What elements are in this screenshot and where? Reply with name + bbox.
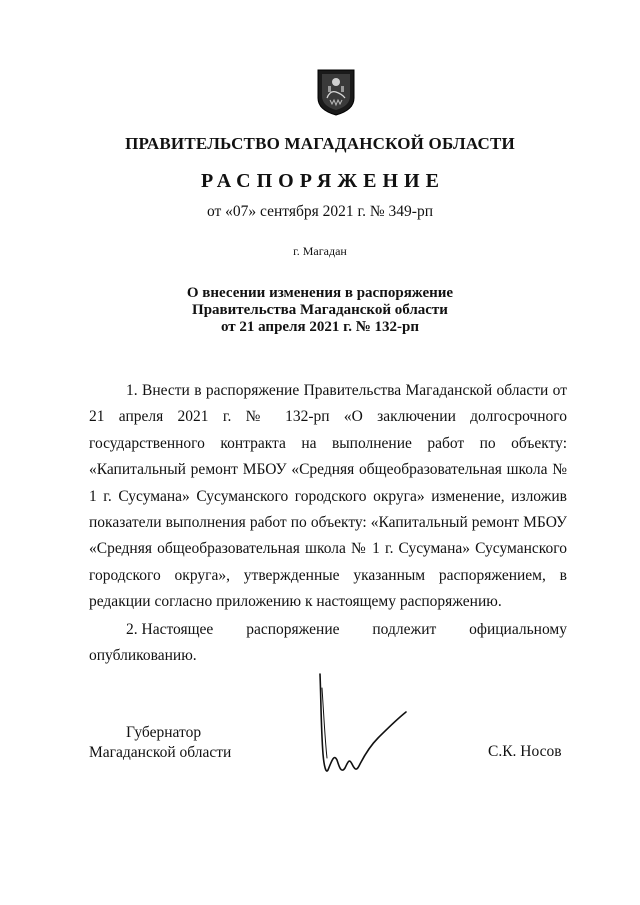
signatory-title: [89, 723, 231, 763]
paragraph-2-word: 2. Настоящее: [126, 621, 214, 638]
paragraph-2-line: [89, 617, 567, 643]
subject-line: от 21 апреля 2021 г. № 132-рп: [220, 319, 420, 335]
document-type: РАСПОРЯЖЕНИЕ: [201, 170, 445, 192]
paragraph-1: [89, 378, 567, 616]
issuing-authority: ПРАВИТЕЛЬСТВО МАГАДАНСКОЙ ОБЛАСТИ: [125, 134, 515, 153]
paragraph-2-tail: опубликованию.: [89, 647, 197, 665]
handwritten-signature-icon: [312, 668, 422, 786]
paragraph-2-word: официальному: [469, 621, 567, 638]
signatory-position: Губернатор: [126, 724, 202, 741]
paragraph-2-word: подлежит: [372, 621, 437, 638]
document-date-number: от «07» сентября 2021 г. № 349-рп: [206, 203, 433, 220]
signatory-region: Магаданской области: [89, 744, 232, 761]
paragraph-2-word: распоряжение: [246, 621, 340, 638]
document-subject: [0, 285, 640, 336]
subject-line: О внесении изменения в распоряжение: [186, 285, 454, 301]
signatory-name: С.К. Носов: [488, 743, 562, 760]
place-of-issue: г. Магадан: [293, 244, 347, 258]
coat-of-arms-icon: [316, 68, 356, 116]
paragraph-1-text: 1. Внести в распоряжение Правительства Магаданской области от 21 апреля 2021 г. № 132-рп «О заключении долгосрочного государственного контракта на выполнение работ по объекту: «Капитальный ремонт МБОУ «Средняя общеобразовательная школа № 1 г. Сусумана» Сусуманского городского округа» изменение, изложив показатели выполнения работ по объекту: «Капитальный ремонт МБОУ «Средняя общеобразовательная школа № 1 г. Сусумана» Сусуманского городского округа», утвержденные указанным распоряжением, в редакции согласно приложению к настоящему распоряжению.: [89, 382, 567, 611]
paragraph-2: [89, 617, 567, 670]
subject-line: Правительства Магаданской области: [192, 302, 448, 318]
